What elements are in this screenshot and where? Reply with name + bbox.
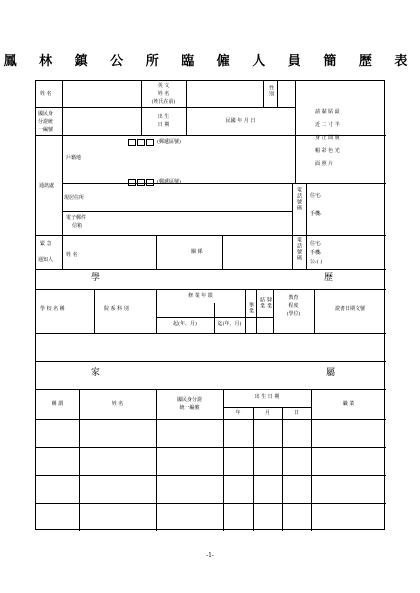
incomplete-label: 結業 bbox=[259, 297, 265, 309]
school-label: 學 校 名 稱 bbox=[40, 306, 65, 312]
address-section-label: 通訊處 bbox=[39, 183, 55, 189]
rule bbox=[36, 269, 386, 270]
en-name-label: (姓氏在前) bbox=[151, 99, 176, 105]
home-phone-field[interactable]: 住宅: bbox=[310, 241, 322, 247]
home-phone-field[interactable]: 住宅: bbox=[310, 193, 322, 199]
family-id-label: 國民身分證 bbox=[176, 397, 202, 403]
rule bbox=[94, 289, 95, 333]
photo-instruction: 請 黏 貼 最 bbox=[315, 109, 340, 115]
rule bbox=[36, 447, 386, 448]
rule bbox=[36, 289, 386, 290]
id-label: 一編號 bbox=[38, 127, 54, 133]
day-label: 日 bbox=[293, 410, 299, 416]
rule bbox=[277, 81, 278, 107]
rule bbox=[223, 407, 311, 408]
phone-label: 電話號碼 bbox=[296, 237, 302, 261]
en-name-label: 姓 名 bbox=[157, 91, 170, 97]
household-label: 戶籍地 bbox=[66, 155, 82, 161]
rule bbox=[306, 183, 307, 269]
rule bbox=[36, 503, 386, 504]
rule bbox=[263, 81, 264, 107]
rule bbox=[62, 81, 63, 269]
rule bbox=[253, 407, 254, 531]
rule bbox=[282, 407, 283, 531]
family-title: 家 bbox=[91, 368, 104, 378]
dept-label: 院 系 科 別 bbox=[104, 306, 129, 312]
family-title: 屬 bbox=[326, 368, 339, 378]
graduated-label: 畢業 bbox=[248, 302, 254, 314]
photo-area[interactable] bbox=[295, 81, 386, 183]
office-phone-field[interactable]: 公:( ) bbox=[310, 259, 323, 265]
photo-instruction: 近 二 寸 半 bbox=[315, 122, 340, 128]
dropout-label: 肄業 bbox=[266, 297, 272, 309]
emergency-name-label: 姓 名 bbox=[66, 252, 78, 258]
postal-hint: (郵遞區號) bbox=[157, 139, 181, 145]
rule bbox=[36, 475, 386, 476]
level-label: (學位) bbox=[286, 311, 301, 317]
relation-label: 關 係 bbox=[191, 249, 203, 255]
occupation-label: 職 業 bbox=[342, 401, 355, 407]
postal-box[interactable] bbox=[137, 139, 145, 146]
page-number: -1- bbox=[206, 552, 214, 559]
rule bbox=[62, 183, 386, 184]
emergency-label: 緊 急 bbox=[40, 241, 52, 247]
education-title: 歷 bbox=[324, 273, 337, 283]
resume-form bbox=[35, 80, 385, 530]
rule bbox=[79, 389, 80, 531]
rule bbox=[311, 389, 312, 531]
cert-label: 證書日期文號 bbox=[334, 306, 365, 312]
rule bbox=[245, 289, 246, 333]
id-label: 國民身 bbox=[38, 111, 54, 117]
rule bbox=[292, 183, 293, 269]
rule bbox=[36, 333, 386, 334]
photo-instruction: 身 正 面 脫 bbox=[315, 135, 340, 141]
family-name-label: 姓 名 bbox=[111, 401, 124, 407]
postal-box[interactable] bbox=[128, 139, 136, 146]
from-label: 起(年、月) bbox=[173, 321, 197, 327]
level-label: 程度 bbox=[288, 303, 299, 309]
family-id-label: 統一編號 bbox=[179, 405, 200, 411]
rule bbox=[156, 235, 157, 269]
page-title: 鳳 林 鎮 公 所 臨 僱 人 員 簡 歷 表 bbox=[3, 54, 417, 69]
postal-hint: (郵遞區號) bbox=[157, 179, 181, 185]
rule bbox=[36, 361, 386, 362]
photo-instruction: 帽 彩 色 光 bbox=[315, 148, 340, 154]
period-label: 修 業 年 限 bbox=[188, 293, 213, 299]
year-label: 年 bbox=[235, 410, 241, 416]
name-label: 姓 名 bbox=[40, 91, 52, 97]
rule bbox=[36, 389, 386, 390]
mobile-phone-field[interactable]: 手機: bbox=[310, 211, 322, 217]
email-label: 信箱 bbox=[72, 223, 83, 229]
rule bbox=[36, 235, 386, 236]
birth-date-field[interactable]: 民國 年 月 日 bbox=[225, 118, 256, 124]
to-label: 迄(年、月) bbox=[217, 321, 242, 327]
residence-label: 現居住所 bbox=[64, 195, 85, 201]
birth-label: 出 生 bbox=[157, 114, 170, 120]
email-label: 電子郵件 bbox=[66, 215, 87, 221]
birth-label: 日 期 bbox=[157, 122, 170, 128]
rule bbox=[62, 211, 292, 212]
family-birth-label: 出 生 日 期 bbox=[254, 394, 280, 400]
mobile-phone-field[interactable]: 手機: bbox=[310, 250, 322, 256]
gender-label: 性別 bbox=[268, 85, 274, 97]
rule bbox=[222, 235, 223, 269]
rule bbox=[36, 419, 386, 420]
rule bbox=[214, 303, 215, 333]
rule bbox=[256, 289, 257, 333]
postal-box[interactable] bbox=[146, 139, 154, 146]
en-name-label: 英 文 bbox=[157, 83, 170, 89]
education-title: 學 bbox=[91, 273, 104, 283]
rule bbox=[36, 107, 295, 108]
id-label: 分證統 bbox=[38, 119, 54, 125]
month-label: 月 bbox=[264, 410, 270, 416]
relation-column-label: 稱 謂 bbox=[51, 401, 64, 407]
phone-label: 電話號碼 bbox=[296, 187, 302, 211]
level-label: 教育 bbox=[288, 295, 299, 301]
postal-box[interactable] bbox=[137, 179, 145, 186]
postal-box[interactable] bbox=[128, 179, 136, 186]
rule bbox=[186, 81, 187, 135]
postal-box[interactable] bbox=[146, 179, 154, 186]
photo-instruction: 面 照 片 bbox=[315, 161, 334, 167]
emergency-label: 通知人 bbox=[38, 257, 54, 263]
